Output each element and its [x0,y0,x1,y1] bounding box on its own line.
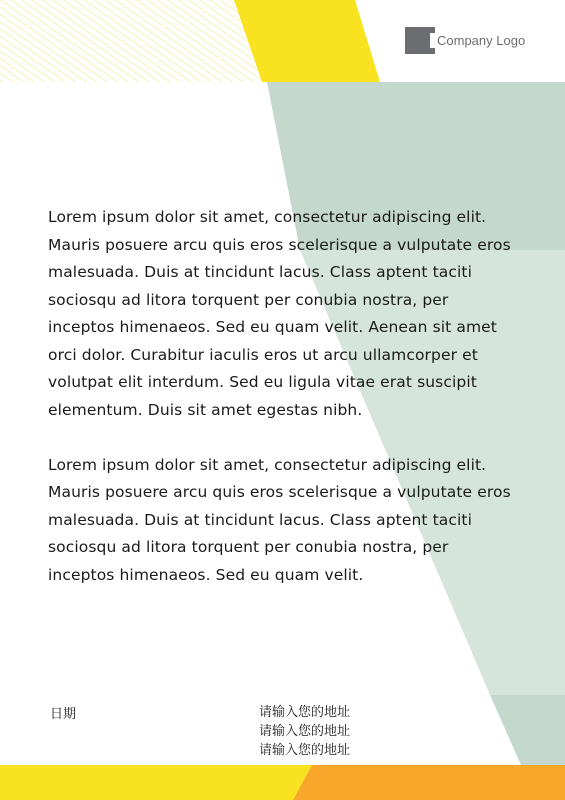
letter-body [48,204,518,589]
address-line-1: 请输入您的地址 [259,705,351,720]
orange-footer-band [293,765,565,800]
date-label: 日期 [50,707,77,722]
company-logo-icon [405,27,435,54]
address-block [259,703,350,760]
body-paragraph-1: Lorem ipsum dolor sit amet, consectetur adipiscing elit. Mauris posuere arcu quis eros scelerisque a vulputate eros malesuada. Duis at tincidunt lacus. Class aptent taciti sociosqu ad litora torquent per conubia nostra, per inceptos himenaeos. Sed eu quam velit. Aenean sit amet orci dolor. Curabitur iaculis eros ut arcu ullamcorper et volutpat elit interdum. Sed eu ligula vitae erat suscipit elementum. Duis sit amet egestas nibh. [48,208,511,419]
hatched-header-band [0,0,262,82]
mint-diagonal-panel-bottom [490,695,565,765]
body-paragraph-2: Lorem ipsum dolor sit amet, consectetur adipiscing elit. Mauris posuere arcu quis eros scelerisque a vulputate eros malesuada. Duis at tincidunt lacus. Class aptent taciti sociosqu ad litora torquent per conubia nostra, per inceptos himenaeos. Sed eu quam velit. [48,455,511,584]
address-line-2: 请输入您的地址 [259,724,351,739]
company-logo [405,27,525,54]
company-logo-text: Company Logo [437,33,526,48]
address-line-3: 请输入您的地址 [259,743,351,758]
yellow-footer-band [0,765,312,800]
